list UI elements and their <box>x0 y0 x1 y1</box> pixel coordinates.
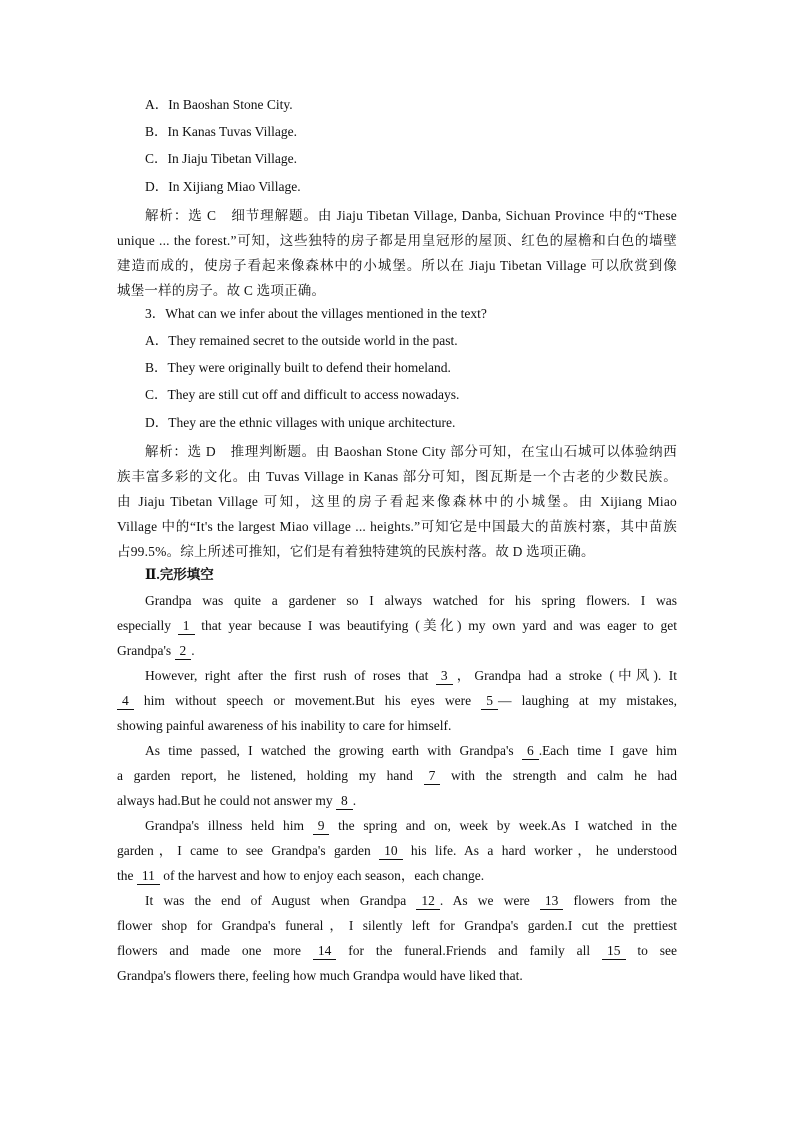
q3-analysis-line: 解析：选 D 推理判断题。由 Baoshan Stone City 部分可知，在宝山石城可以体验纳西 <box>145 443 677 459</box>
cloze-line: the 11 of the harvest and how to enjoy each season，each change. <box>117 867 485 883</box>
q2-option-b[interactable]: B．In Kanas Tuvas Village. <box>145 124 297 140</box>
blank-11[interactable]: 11 <box>137 868 160 885</box>
q3-analysis-line: 占99.5%。综上所述可推知，它们是有着独特建筑的民族村落。故 D 选项正确。 <box>117 543 595 559</box>
cloze-line: flower shop for Grandpa's funeral，I silently left for Grandpa's garden.I cut the prettiest <box>117 917 677 933</box>
q3-option-b[interactable]: B．They were originally built to defend their homeland. <box>145 360 451 376</box>
q2-option-a[interactable]: A．In Baoshan Stone City. <box>145 97 293 112</box>
q3-analysis-line: 由 Jiaju Tibetan Village 可知，这里的房子看起来像森林中的小城堡。由 Xijiang Miao <box>117 493 677 509</box>
q3-option-a[interactable]: A．They remained secret to the outside world in the past. <box>145 332 458 348</box>
blank-8[interactable]: 8 <box>336 793 353 810</box>
blank-6[interactable]: 6 <box>522 743 539 760</box>
q2-option-d[interactable]: D．In Xijiang Miao Village. <box>145 178 301 194</box>
blank-1[interactable]: 1 <box>178 618 195 635</box>
q3-analysis-line: 族丰富多彩的文化。由 Tuvas Village in Kanas 部分可知，图瓦斯是一个古老的少数民族。 <box>117 468 677 484</box>
blank-4[interactable]: 4 <box>117 693 134 710</box>
q3-analysis-line: Village 中的“It's the largest Miao village ... heights.”可知它是中国最大的苗族村寨，其中苗族 <box>117 518 677 534</box>
blank-3[interactable]: 3 <box>436 668 453 685</box>
blank-9[interactable]: 9 <box>313 818 330 835</box>
cloze-line: Grandpa was quite a gardener so I always watched for his spring flowers. I was <box>145 592 677 608</box>
cloze-line: 4 him without speech or movement.But his eyes were 5 — laughing at my mistakes, <box>117 688 677 713</box>
cloze-line: flowers and made one more 14 for the funeral.Friends and family all 15 to see <box>117 942 678 958</box>
cloze-line: As time passed, I watched the growing earth with Grandpa's 6 .Each time I gave him <box>145 742 678 758</box>
blank-2[interactable]: 2 <box>175 643 192 660</box>
blank-10[interactable]: 10 <box>379 843 403 860</box>
cloze-line: always had.But he could not answer my 8 . <box>117 792 357 808</box>
q3-option-d[interactable]: D．They are the ethnic villages with unique architecture. <box>145 414 456 430</box>
q3-question: 3．What can we infer about the villages mentioned in the text? <box>145 305 487 321</box>
cloze-line: It was the end of August when Grandpa 12 . As we were 13 flowers from the <box>145 892 677 908</box>
blank-12[interactable]: 12 <box>416 893 440 910</box>
cloze-line: Grandpa's flowers there, feeling how much Grandpa would have liked that. <box>117 967 523 983</box>
blank-5[interactable]: 5 <box>481 693 498 710</box>
q2-option-c[interactable]: C．In Jiaju Tibetan Village. <box>145 151 297 167</box>
blank-13[interactable]: 13 <box>540 893 564 910</box>
q2-analysis-line: unique ... the forest.”可知，这些独特的房子都是用皇冠形的屋顶、红色的屋檐和白色的墙壁 <box>117 232 677 248</box>
cloze-line: a garden report, he listened, holding my hand 7 with the strength and calm he had <box>117 767 677 783</box>
q2-analysis <box>117 203 677 303</box>
document-page <box>117 94 677 988</box>
blank-14[interactable]: 14 <box>313 943 337 960</box>
cloze-line: showing painful awareness of his inability to care for himself. <box>117 717 452 733</box>
q3-analysis <box>117 439 677 564</box>
cloze-line: garden，I came to see Grandpa's garden 10 his life. As a hard worker，he understood <box>117 842 677 858</box>
cloze-line: Grandpa's 2 . <box>117 642 195 658</box>
blank-15[interactable]: 15 <box>602 943 626 960</box>
cloze-line: However, right after the first rush of roses that 3 ，Grandpa had a stroke (中风). It <box>145 667 677 683</box>
section-title: Ⅱ.完形填空 <box>145 566 214 582</box>
q2-analysis-line: 建造而成的，使房子看起来像森林中的小城堡。所以在 Jiaju Tibetan Village 可以欣赏到像 <box>117 257 677 273</box>
q2-analysis-line: 解析：选 C 细节理解题。由 Jiaju Tibetan Village, Danba, Sichuan Province 中的“These <box>145 207 677 223</box>
cloze-passage <box>117 588 677 988</box>
q3-option-c[interactable]: C．They are still cut off and difficult to access nowadays. <box>145 387 460 403</box>
cloze-line: especially 1 that year because I was beautifying (美化) my own yard and was eager to get <box>117 617 677 633</box>
cloze-line: Grandpa's illness held him 9 the spring and on, week by week.As I watched in the <box>145 817 677 833</box>
q2-analysis-line: 城堡一样的房子。故 C 选项正确。 <box>117 282 326 298</box>
blank-7[interactable]: 7 <box>424 768 441 785</box>
